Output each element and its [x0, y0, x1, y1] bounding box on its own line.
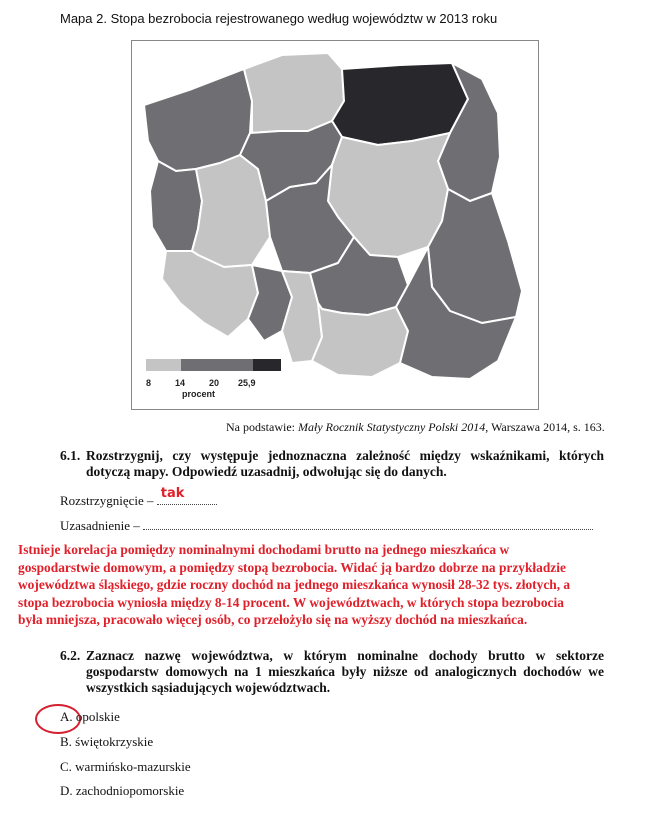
answer-line: Istnieje korelacja pomiędzy nominalnymi dochodami brutto na jednego mieszkańca w [18, 542, 510, 557]
legend-swatch-light [146, 359, 181, 371]
question-6-1 [60, 448, 604, 480]
unemployment-map [131, 40, 539, 410]
option-c[interactable]: C. warmińsko-mazurskie [60, 759, 191, 774]
handwritten-justification [18, 541, 658, 629]
legend-tick-1: 8 [146, 378, 152, 388]
answer-line: gospodarstwie domowym, a pomiędzy stopą bezrobocia. Widać ją bardzo dobrze na przykładzie [18, 559, 566, 575]
map-legend [146, 359, 281, 399]
answer-line: województwa śląskiego, gdzie roczny dochód na jednego mieszkańca wynosił 28-32 tys. złotych, a [18, 577, 571, 592]
decision-answer: tak [160, 486, 185, 501]
legend-tick-4: 25,9 [238, 378, 256, 388]
question-6-2 [60, 648, 604, 696]
question-text: Rozstrzygnij, czy występuje jednoznaczna zależność między wskaźnikami, których dotyczą mapy. Odpowiedź uzasadnij, odwołując się do danych. [86, 448, 604, 479]
legend-tick-2: 14 [175, 378, 186, 388]
region-pomorskie [244, 53, 344, 133]
map-title: Mapa 2. Stopa bezrobocia rejestrowanego według województw w 2013 roku [60, 11, 498, 26]
answer-line: stopa bezrobocia wyniosła między 8-14 procent. W województwach, w których stopa bezrobocia [18, 594, 564, 610]
question-number: 6.2. [60, 648, 81, 663]
legend-unit: procent [182, 389, 216, 399]
option-a[interactable]: A. opolskie [60, 709, 120, 724]
question-text: Zaznacz nazwę województwa, w którym nominalne dochody brutto w sektorze gospodarstw domowych na 1 mieszkańca były niższe od analogicznych dochodów we wszystkich sąsiadujących województwach. [86, 648, 604, 695]
answer-line: była mniejsza, pracowało więcej osób, co przełożyło się na wyższy dochód na mieszkańca. [18, 612, 528, 627]
option-d[interactable]: D. zachodniopomorskie [60, 783, 185, 798]
region-lubuskie [150, 161, 202, 251]
poland-map-svg [132, 41, 538, 409]
legend-tick-3: 20 [209, 378, 220, 388]
source-title: Mały Rocznik Statystyczny Polski 2014 [297, 420, 486, 434]
justification-line: Uzasadnienie – [60, 518, 593, 534]
region-malopolskie [312, 303, 408, 377]
legend-swatch-medium [181, 359, 253, 371]
question-number: 6.1. [60, 448, 81, 463]
option-b[interactable]: B. świętokrzyskie [60, 734, 154, 749]
legend-swatch-dark [253, 359, 281, 371]
decision-line: Rozstrzygnięcie – tak [60, 493, 217, 509]
map-source: Na podstawie: Mały Rocznik Statystyczny Polski 2014, Warszawa 2014, s. 163. [226, 420, 605, 434]
